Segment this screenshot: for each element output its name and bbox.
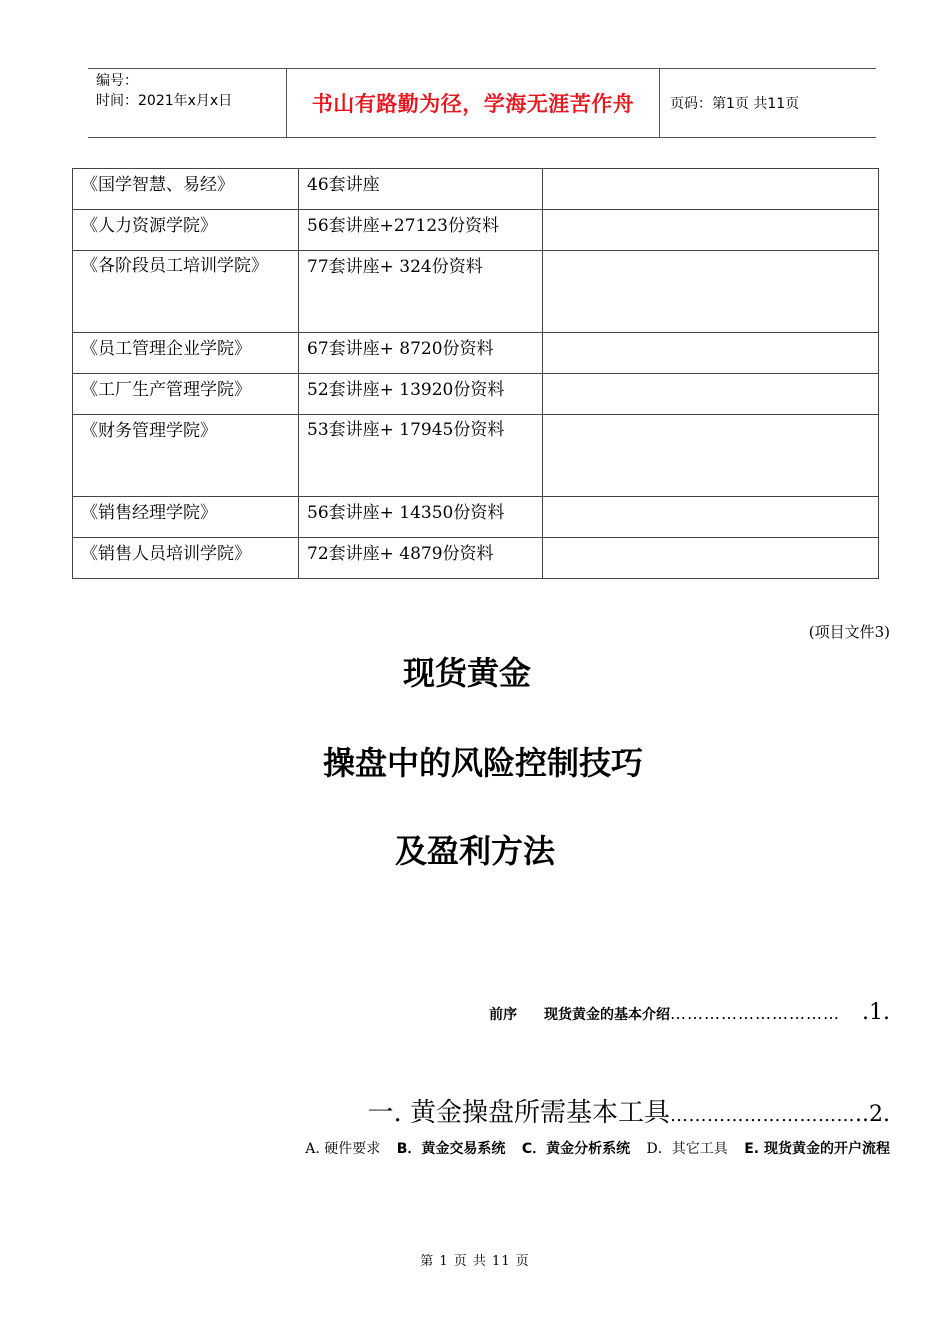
- table-row: [73, 333, 879, 374]
- course-content: 56套讲座+ 14350份资料: [299, 497, 543, 538]
- project-note: (项目文件3): [808, 623, 890, 641]
- toc-entry-chapter-1[interactable]: [367, 1092, 890, 1129]
- toc-leader-dots: …………………………: [670, 1105, 856, 1126]
- toc-sub-b[interactable]: B．黄金交易系统: [396, 1141, 506, 1157]
- course-content: 56套讲座+27123份资料: [299, 210, 543, 251]
- date-label: 时间：2021年x月x日: [96, 93, 233, 109]
- course-name: [73, 251, 299, 333]
- course-extra: [543, 251, 879, 333]
- doc-title-line-3: 及盈利方法: [394, 832, 555, 870]
- toc-sub-a[interactable]: A. 硬件要求: [305, 1141, 381, 1157]
- table-row: [73, 497, 879, 538]
- table-row: [73, 169, 879, 210]
- course-name: 《人力资源学院》: [73, 210, 299, 251]
- toc-entry-preface[interactable]: [489, 1000, 890, 1025]
- header-motto: 书山有路勤为径，学海无涯苦作舟: [286, 69, 660, 137]
- course-extra: [543, 374, 879, 415]
- table-row: [73, 415, 879, 497]
- header-meta: [88, 69, 286, 137]
- course-extra: [543, 415, 879, 497]
- course-content: 52套讲座+ 13920份资料: [299, 374, 543, 415]
- course-extra: [543, 210, 879, 251]
- table-row: [73, 210, 879, 251]
- page-footer: 第 1 页 共 11 页: [420, 1254, 530, 1269]
- course-name: 《员工管理企业学院》: [73, 333, 299, 374]
- toc-sub-d[interactable]: D．其它工具: [646, 1141, 728, 1157]
- course-table: [72, 168, 879, 579]
- course-content-text: 53套讲座+ 17945份资料: [307, 420, 505, 440]
- doc-title-line-1: 现货黄金: [402, 654, 531, 692]
- toc-leader-dots: …………………………: [670, 1004, 841, 1023]
- toc-sub-e[interactable]: E. 现货黄金的开户流程: [744, 1141, 890, 1157]
- table-row: [73, 251, 879, 333]
- toc-subsections: [293, 1138, 890, 1158]
- table-row: [73, 538, 879, 579]
- course-extra: [543, 333, 879, 374]
- toc-sub-c[interactable]: C．黄金分析系统: [521, 1141, 631, 1157]
- course-name-text: 《各阶段员工培训学院》: [81, 256, 268, 276]
- page-header: [88, 68, 876, 138]
- serial-label: 编号：: [96, 73, 138, 89]
- course-content: 72套讲座+ 4879份资料: [299, 538, 543, 579]
- course-content: 46套讲座: [299, 169, 543, 210]
- course-name: 《工厂生产管理学院》: [73, 374, 299, 415]
- course-name: 《销售经理学院》: [73, 497, 299, 538]
- course-content: 77套讲座+ 324份资料: [299, 251, 543, 333]
- course-name: 《国学智慧、易经》: [73, 169, 299, 210]
- doc-title-line-2: 操盘中的风险控制技巧: [322, 744, 643, 782]
- toc-preface-label: 前序: [489, 1007, 518, 1023]
- course-name: 《销售人员培训学院》: [73, 538, 299, 579]
- course-content: [299, 415, 543, 497]
- course-extra: [543, 497, 879, 538]
- course-extra: [543, 169, 879, 210]
- course-content: 67套讲座+ 8720份资料: [299, 333, 543, 374]
- toc-page-number: .1.: [862, 1000, 890, 1025]
- toc-preface-title: 现货黄金的基本介绍: [544, 1007, 671, 1023]
- header-page-info: 页码：第1页 共11页: [670, 96, 800, 112]
- table-row: [73, 374, 879, 415]
- toc-page-number: ..2.: [855, 1102, 890, 1127]
- course-name: 《财务管理学院》: [73, 415, 299, 497]
- toc-chapter-title: 一. 黄金操盘所需基本工具: [367, 1098, 671, 1128]
- course-extra: [543, 538, 879, 579]
